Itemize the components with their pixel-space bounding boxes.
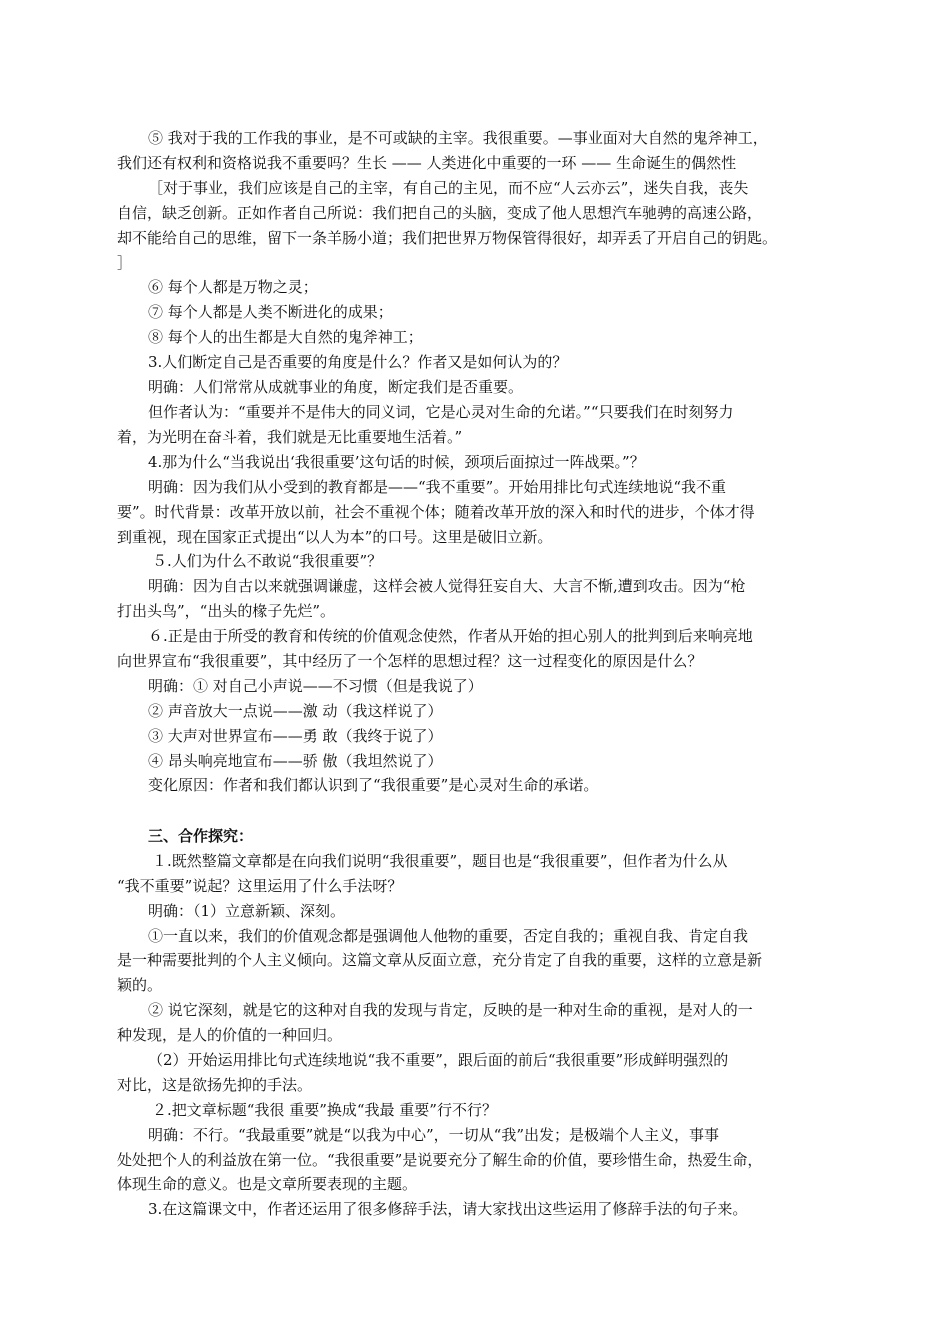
- paragraph-line: 变化原因：作者和我们都认识到了“我很重要”是心灵对生命的承诺。: [148, 776, 599, 794]
- list-item: ④ 昂头响亮地宣布——骄 傲（我坦然说了）: [148, 752, 443, 770]
- paragraph-line: 我们还有权利和资格说我不重要吗？生长 —— 人类进化中重要的一环 —— 生命诞生的偶然性: [117, 154, 737, 172]
- paragraph-line: 要”。时代背景：改革开放以前，社会不重视个体；随着改革开放的深入和时代的进步，个体才得: [117, 503, 755, 521]
- question-line: 3.人们断定自己是否重要的角度是什么？作者又是如何认为的？: [148, 353, 568, 371]
- paragraph-line: 自信，缺乏创新。正如作者自己所说：我们把自己的头脑，变成了他人思想汽车驰骋的高速公路，: [117, 204, 763, 222]
- paragraph-line: 但作者认为：“重要并不是伟大的同义词，它是心灵对生命的允诺。”“只要我们在时刻努力: [148, 403, 734, 421]
- answer-line: 明确：因为我们从小受到的教育都是——“我不重要”。开始用排比句式连续地说“我不重: [148, 478, 727, 496]
- paragraph-line: ］: [117, 254, 133, 272]
- paragraph-line: 是一种需要批判的个人主义倾向。这篇文章从反面立意，充分肯定了自我的重要，这样的立意是新: [117, 951, 763, 969]
- paragraph-line: ［对于事业，我们应该是自己的主宰，有自己的主见，而不应“人云亦云”，迷失自我，丧失: [148, 179, 749, 197]
- paragraph-line: 对比，这是欲扬先抑的手法。: [117, 1076, 313, 1094]
- list-item: ⑧ 每个人的出生都是大自然的鬼斧神工；: [148, 328, 423, 346]
- question-line: ２.把文章标题“我很 重要”换成“我最 重要”行不行？: [152, 1101, 497, 1119]
- answer-line: 明确：人们常常从成就事业的角度，断定我们是否重要。: [148, 378, 524, 396]
- paragraph-line: （2）开始运用排比句式连续地说“我不重要”，跟后面的前后“我很重要”形成鲜明强烈的: [148, 1051, 729, 1069]
- list-item: ⑥ 每个人都是万物之灵；: [148, 278, 318, 296]
- paragraph-line: ② 说它深刻，就是它的这种对自我的发现与肯定，反映的是一种对生命的重视，是对人的一: [148, 1001, 753, 1019]
- answer-line: 明确：因为自古以来就强调谦虚，这样会被人觉得狂妄自大、大言不惭,遭到攻击。因为“枪: [148, 577, 746, 595]
- paragraph-line: “我不重要”说起？这里运用了什么手法呀？: [117, 877, 403, 895]
- question-line: 4.那为什么“当我说出‘我很重要’这句话的时候，颈项后面掠过一阵战栗。”？: [148, 453, 645, 471]
- list-item: ⑦ 每个人都是人类不断进化的成果；: [148, 303, 393, 321]
- paragraph-line: 打出头鸟”，“出头的椽子先烂”。: [117, 602, 336, 620]
- paragraph-line: 到重视，现在国家正式提出“以人为本”的口号。这里是破旧立新。: [117, 528, 553, 546]
- list-item: ② 声音放大一点说——激 动（我这样说了）: [148, 702, 443, 720]
- section-heading: 三、合作探究：: [148, 827, 254, 845]
- answer-line: 明确：不行。“我最重要”就是“以我为中心”，一切从“我”出发；是极端个人主义，事事: [148, 1126, 720, 1144]
- list-item: ③ 大声对世界宣布——勇 敢（我终于说了）: [148, 727, 443, 745]
- paragraph-line: 着，为光明在奋斗着，我们就是无比重要地生活着。”: [117, 428, 463, 446]
- answer-line: 明确：（1）立意新颖、深刻。: [148, 902, 346, 920]
- paragraph-line: 体现生命的意义。也是文章所要表现的主题。: [117, 1175, 418, 1193]
- paragraph-line: ①一直以来，我们的价值观念都是强调他人他物的重要，否定自我的；重视自我、肯定自我: [148, 927, 749, 945]
- question-line: ６.正是由于所受的教育和传统的价值观念使然，作者从开始的担心别人的批判到后来响亮地: [148, 627, 753, 645]
- paragraph-line: 处处把个人的利益放在第一位。“我很重要”是说要充分了解生命的价值，要珍惜生命，热爱生命，: [117, 1151, 763, 1169]
- paragraph-line: 颖的。: [117, 976, 163, 994]
- question-line: 3.在这篇课文中，作者还运用了很多修辞手法，请大家找出这些运用了修辞手法的句子来。: [148, 1200, 748, 1218]
- answer-line: 明确：① 对自己小声说——不习惯（但是我说了）: [148, 677, 483, 695]
- paragraph-line: 却不能给自己的思维，留下一条羊肠小道；我们把世界万物保管得很好，却弄丢了开启自己的钥匙。: [117, 229, 778, 247]
- paragraph-line: 种发现，是人的价值的一种回归。: [117, 1026, 343, 1044]
- question-line: ５.人们为什么不敢说“我很重要”？: [152, 552, 383, 570]
- question-line: １.既然整篇文章都是在向我们说明“我很重要”，题目也是“我很重要”，但作者为什么从: [152, 852, 728, 870]
- paragraph-line: 向世界宣布“我很重要”，其中经历了一个怎样的思想过程？这一过程变化的原因是什么？: [117, 652, 703, 670]
- paragraph-line: ⑤ 我对于我的工作我的事业，是不可或缺的主宰。我很重要。—事业面对大自然的鬼斧神工，: [148, 129, 768, 147]
